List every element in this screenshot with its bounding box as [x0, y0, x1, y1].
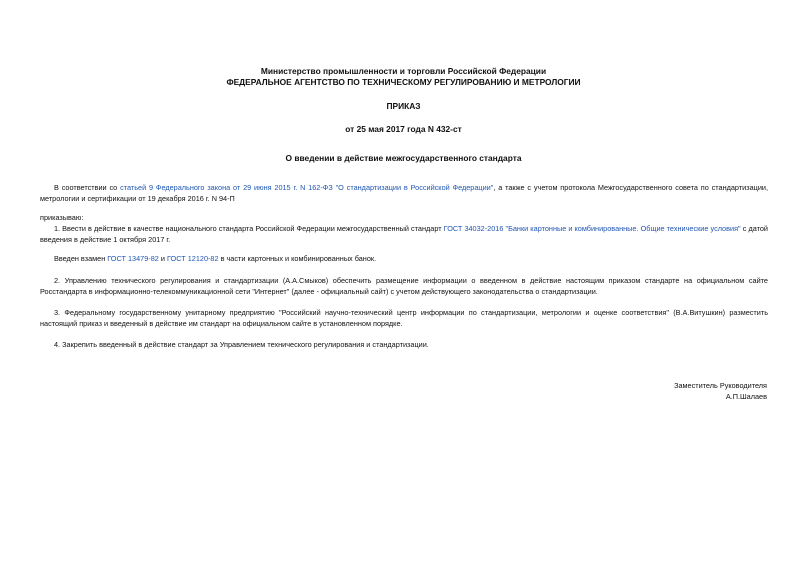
order-word: приказываю:	[40, 213, 84, 222]
gost-34032-link[interactable]: ГОСТ 34032-2016 "Банки картонные и комбинированные. Общие технические условия"	[443, 224, 741, 233]
preamble-text-end: , а также с учетом протокола Межгосударственного совета по стандартизации, метрологии и сертификации от 19 декабря 2016 г. N 94-П	[40, 183, 769, 203]
item-4-paragraph: 4. Закрепить введенный в действие стандарт за Управлением технического регулирования и стандартизации.	[54, 340, 429, 349]
item-3-paragraph: 3. Федеральному государственному унитарному предприятию "Российский научно-технический центр информации по стандартизации, метрологии и оценке соответствия" (В.А.Витушкин) разместить настоящий приказ и введенный в действие им стандарт на официальном сайте в установленном порядке.	[40, 308, 768, 328]
replacement-text-2: и	[158, 254, 167, 263]
gost-13479-link[interactable]: ГОСТ 13479-82	[107, 254, 159, 263]
replacement-note	[40, 253, 768, 264]
item-1-paragraph	[40, 223, 768, 245]
item-1-text-end: с датой введения в действие 1 октября 2017 г.	[40, 224, 768, 244]
preamble-paragraph	[40, 182, 768, 204]
item-2-paragraph: 2. Управлению технического регулирования и стандартизации (А.А.Смыков) обеспечить размещение информации о введенном в действие настоящим приказом стандарте на официальном сайте Росстандарта в информационно-телекоммуникационной сети "Интернет" (далее - официальный сайт) с учетом действующего законодательства о стандартизации.	[40, 276, 768, 296]
signatory-name: А.П.Шалаев	[725, 392, 767, 401]
agency-title: ФЕДЕРАЛЬНОЕ АГЕНТСТВО ПО ТЕХНИЧЕСКОМУ РЕГУЛИРОВАНИЮ И МЕТРОЛОГИИ	[226, 77, 581, 87]
replacement-text-3: в части картонных и комбинированных банок.	[218, 254, 377, 263]
document-subject: О введении в действие межгосударственного стандарта	[285, 153, 522, 163]
replacement-text-1: Введен взамен	[54, 254, 108, 263]
document-type: ПРИКАЗ	[386, 101, 421, 111]
federal-law-link[interactable]: статьей 9 Федерального закона от 29 июня 2015 г. N 162-ФЗ "О стандартизации в Российской Федерации"	[120, 183, 494, 192]
ministry-title: Министерство промышленности и торговли Российской Федерации	[260, 66, 547, 76]
document-date-number: от 25 мая 2017 года N 432-ст	[345, 124, 462, 134]
item-1-text-start: 1. Ввести в действие в качестве национального стандарта Российской Федерации межгосударственный стандарт	[54, 224, 444, 233]
signatory-position: Заместитель Руководителя	[674, 381, 767, 390]
gost-12120-link[interactable]: ГОСТ 12120-82	[166, 254, 219, 263]
preamble-text-start: В соответствии со	[54, 183, 121, 192]
